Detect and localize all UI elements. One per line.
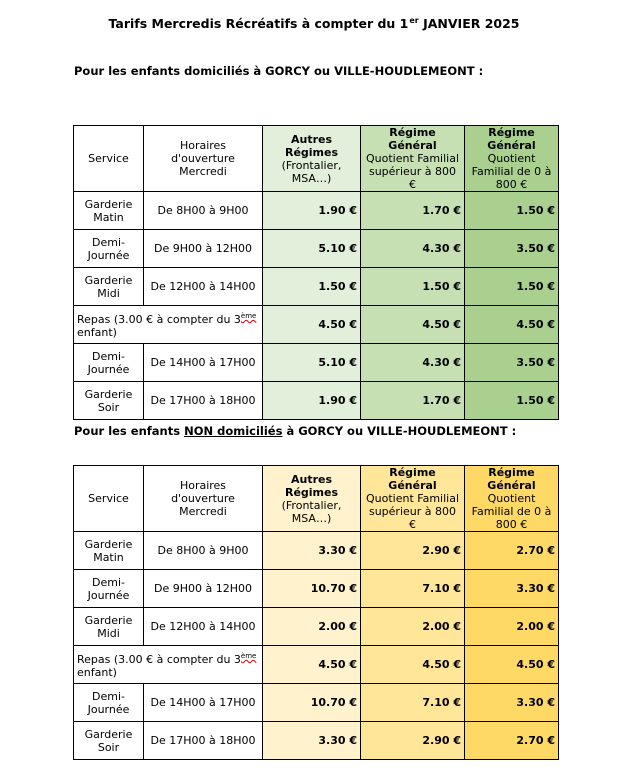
header-rg-high-title: Régime Général: [388, 466, 437, 492]
price-autres: 4.50 €: [263, 306, 361, 344]
title-superscript: er: [409, 16, 419, 25]
table-row: [74, 230, 559, 268]
price-rg-high: 2.00 €: [361, 608, 465, 646]
price-autres: 4.50 €: [263, 646, 361, 684]
repas-cell: [74, 306, 263, 344]
horaires-cell: De 12H00 à 14H00: [144, 268, 263, 306]
repas-suffix: enfant): [77, 666, 117, 679]
price-autres: 3.30 €: [263, 532, 361, 570]
header-service: Service: [74, 126, 144, 192]
price-autres: 10.70 €: [263, 684, 361, 722]
price-autres: 1.90 €: [263, 192, 361, 230]
price-rg-high: 7.10 €: [361, 570, 465, 608]
repas-superscript: ème: [240, 652, 257, 660]
table-row: [74, 382, 559, 420]
price-rg-low: 4.50 €: [465, 646, 559, 684]
price-rg-high: 4.50 €: [361, 646, 465, 684]
non-residents-heading-prefix: Pour les enfants: [74, 424, 185, 438]
price-autres: 3.30 €: [263, 722, 361, 760]
price-rg-low: 1.50 €: [465, 382, 559, 420]
table-row: [74, 306, 559, 344]
header-rg-low-title: Régime Général: [487, 126, 536, 152]
table-row: [74, 192, 559, 230]
price-rg-low: 1.50 €: [465, 268, 559, 306]
price-rg-high: 2.90 €: [361, 532, 465, 570]
service-cell: Demi-Journée: [74, 684, 144, 722]
repas-prefix: Repas (3.00 € à compter du 3: [77, 313, 241, 326]
header-autres-regimes: [263, 126, 361, 192]
service-cell: Garderie Matin: [74, 532, 144, 570]
price-rg-high: 4.30 €: [361, 344, 465, 382]
table-row: [74, 344, 559, 382]
price-rg-low: 2.70 €: [465, 722, 559, 760]
horaires-cell: De 14H00 à 17H00: [144, 344, 263, 382]
price-autres: 5.10 €: [263, 344, 361, 382]
service-cell: Garderie Midi: [74, 268, 144, 306]
price-autres: 1.50 €: [263, 268, 361, 306]
title-prefix: Tarifs Mercredis Récréatifs à compter du 1: [108, 16, 409, 31]
price-rg-low: 2.70 €: [465, 532, 559, 570]
non-residents-price-table: [73, 465, 559, 760]
header-service: Service: [74, 466, 144, 532]
header-rg-low: [465, 126, 559, 192]
header-rg-high-sub: Quotient Familial supérieur à 800 €: [365, 152, 460, 191]
price-rg-high: 4.50 €: [361, 306, 465, 344]
table-row: [74, 532, 559, 570]
price-autres: 5.10 €: [263, 230, 361, 268]
price-rg-low: 4.50 €: [465, 306, 559, 344]
horaires-cell: De 14H00 à 17H00: [144, 684, 263, 722]
horaires-cell: De 12H00 à 14H00: [144, 608, 263, 646]
header-autres-title: Autres Régimes: [284, 132, 339, 159]
price-rg-high: 4.30 €: [361, 230, 465, 268]
repas-prefix: Repas (3.00 € à compter du 3: [77, 653, 241, 666]
table-row: [74, 268, 559, 306]
header-rg-low: [465, 466, 559, 532]
non-residents-heading-suffix: à GORCY ou VILLE-HOUDLEMEONT :: [282, 424, 517, 438]
horaires-cell: De 17H00 à 18H00: [144, 382, 263, 420]
table-row: [74, 570, 559, 608]
price-rg-low: 3.30 €: [465, 570, 559, 608]
service-cell: Garderie Soir: [74, 382, 144, 420]
price-autres: 10.70 €: [263, 570, 361, 608]
non-residents-heading: [74, 424, 516, 438]
service-cell: Demi-Journée: [74, 230, 144, 268]
header-horaires: Horaires d'ouverture Mercredi: [144, 466, 263, 532]
header-rg-low-sub: Quotient Familial de 0 à 800 €: [471, 492, 552, 531]
horaires-cell: De 8H00 à 9H00: [144, 192, 263, 230]
repas-suffix: enfant): [77, 326, 117, 339]
header-autres-regimes: [263, 466, 361, 532]
price-rg-low: 3.50 €: [465, 344, 559, 382]
table-row: [74, 646, 559, 684]
price-rg-high: 1.70 €: [361, 192, 465, 230]
residents-price-table: [73, 125, 559, 420]
non-residents-heading-underlined: NON domiciliés: [184, 424, 283, 438]
page-title: [0, 16, 628, 31]
service-cell: Garderie Soir: [74, 722, 144, 760]
price-rg-low: 1.50 €: [465, 192, 559, 230]
price-autres: 2.00 €: [263, 608, 361, 646]
price-rg-low: 2.00 €: [465, 608, 559, 646]
price-autres: 1.90 €: [263, 382, 361, 420]
service-cell: Demi-Journée: [74, 570, 144, 608]
table-row: [74, 608, 559, 646]
header-rg-low-sub: Quotient Familial de 0 à 800 €: [471, 152, 552, 191]
header-rg-high: [361, 466, 465, 532]
price-rg-high: 2.90 €: [361, 722, 465, 760]
header-autres-title: Autres Régimes: [284, 472, 339, 499]
header-rg-high: [361, 126, 465, 192]
horaires-cell: De 9H00 à 12H00: [144, 230, 263, 268]
repas-cell: [74, 646, 263, 684]
header-rg-high-title: Régime Général: [388, 126, 437, 152]
service-cell: Demi-Journée: [74, 344, 144, 382]
table-header-row: [74, 466, 559, 532]
horaires-cell: De 17H00 à 18H00: [144, 722, 263, 760]
service-cell: Garderie Matin: [74, 192, 144, 230]
price-rg-high: 1.50 €: [361, 268, 465, 306]
price-rg-low: 3.30 €: [465, 684, 559, 722]
table-row: [74, 684, 559, 722]
price-rg-high: 1.70 €: [361, 382, 465, 420]
repas-superscript: ème: [240, 312, 257, 320]
table-row: [74, 722, 559, 760]
price-rg-high: 7.10 €: [361, 684, 465, 722]
header-autres-sub: (Frontalier, MSA…): [281, 498, 342, 525]
service-cell: Garderie Midi: [74, 608, 144, 646]
header-autres-sub: (Frontalier, MSA…): [281, 158, 342, 185]
header-rg-low-title: Régime Général: [487, 466, 536, 492]
table-header-row: [74, 126, 559, 192]
price-rg-low: 3.50 €: [465, 230, 559, 268]
horaires-cell: De 8H00 à 9H00: [144, 532, 263, 570]
horaires-cell: De 9H00 à 12H00: [144, 570, 263, 608]
header-rg-high-sub: Quotient Familial supérieur à 800 €: [365, 492, 460, 531]
residents-heading: Pour les enfants domiciliés à GORCY ou VILLE-HOUDLEMEONT :: [74, 64, 484, 78]
title-suffix: JANVIER 2025: [418, 16, 520, 31]
header-horaires: Horaires d'ouverture Mercredi: [144, 126, 263, 192]
